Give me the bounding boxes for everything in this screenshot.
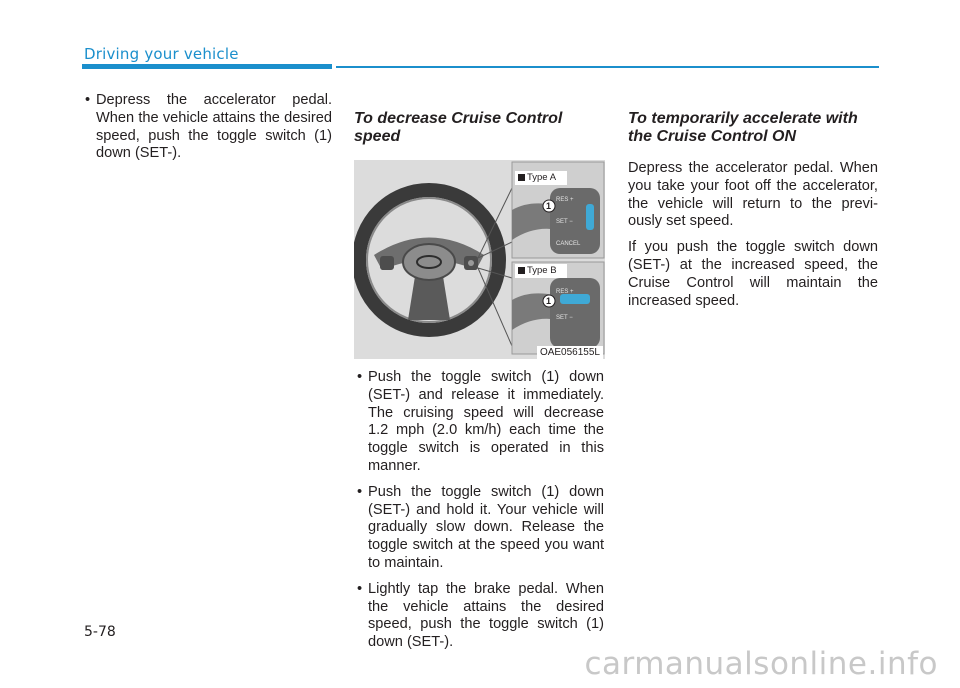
header-rule-thick	[82, 64, 332, 69]
switch-a-label-cancel: CANCEL	[556, 241, 581, 247]
switch-a-label-res: RES +	[556, 197, 574, 203]
section-title: Driving your vehicle	[84, 45, 239, 63]
type-b-label: Type B	[527, 265, 557, 276]
section-heading-accelerate: To temporarily accelerate with the Cruise Control ON	[628, 110, 858, 145]
switch-a-label-set: SET −	[556, 219, 573, 225]
bullet-item: • Push the toggle switch (1) down (SET-) and hold it. Your vehicle will gradually slow down. Release the toggle switch at the speed you want to maintain.	[354, 484, 604, 573]
paragraph: Depress the accelerator pedal. When you take your foot off the accelerator, the vehicle will return to the previ- ously set speed.	[628, 160, 878, 230]
figure-code: OAE056155L	[537, 346, 603, 359]
type-a-label: Type A	[527, 172, 557, 183]
steering-wheel-illustration	[354, 160, 605, 359]
column-1	[82, 92, 332, 171]
steering-wheel-figure	[354, 160, 605, 359]
bullet-item: • Depress the accelerator pedal. When the vehicle attains the desired speed, push the toggle switch (1) down (SET-).	[82, 92, 332, 163]
bullet-item: • Push the toggle switch (1) down (SET-) and release it immediately. The cruising speed will decrease 1.2 mph (2.0 km/h) each time the toggle switch is operated in this manner.	[354, 369, 604, 476]
watermark: carmanualsonline.info	[584, 646, 938, 682]
bullet-item: • Lightly tap the brake pedal. When the vehicle attains the desired speed, push the toggle switch (1) down (SET-).	[354, 581, 604, 652]
steering-wheel-icon	[359, 190, 499, 330]
column-2	[354, 110, 604, 660]
section-heading-decrease: To decrease Cruise Control speed	[354, 110, 563, 145]
column-3	[628, 110, 878, 318]
switch-b-label-set: SET −	[556, 315, 573, 321]
paragraph: If you push the toggle switch down (SET-) at the increased speed, the Cruise Control will maintain the increased speed.	[628, 239, 878, 309]
page-number: 5-78	[84, 624, 116, 640]
callout-1-a: 1	[546, 201, 552, 211]
callout-1-b: 1	[546, 296, 552, 306]
header-rule-thin	[336, 66, 879, 68]
switch-b-label-res: RES +	[556, 289, 574, 295]
